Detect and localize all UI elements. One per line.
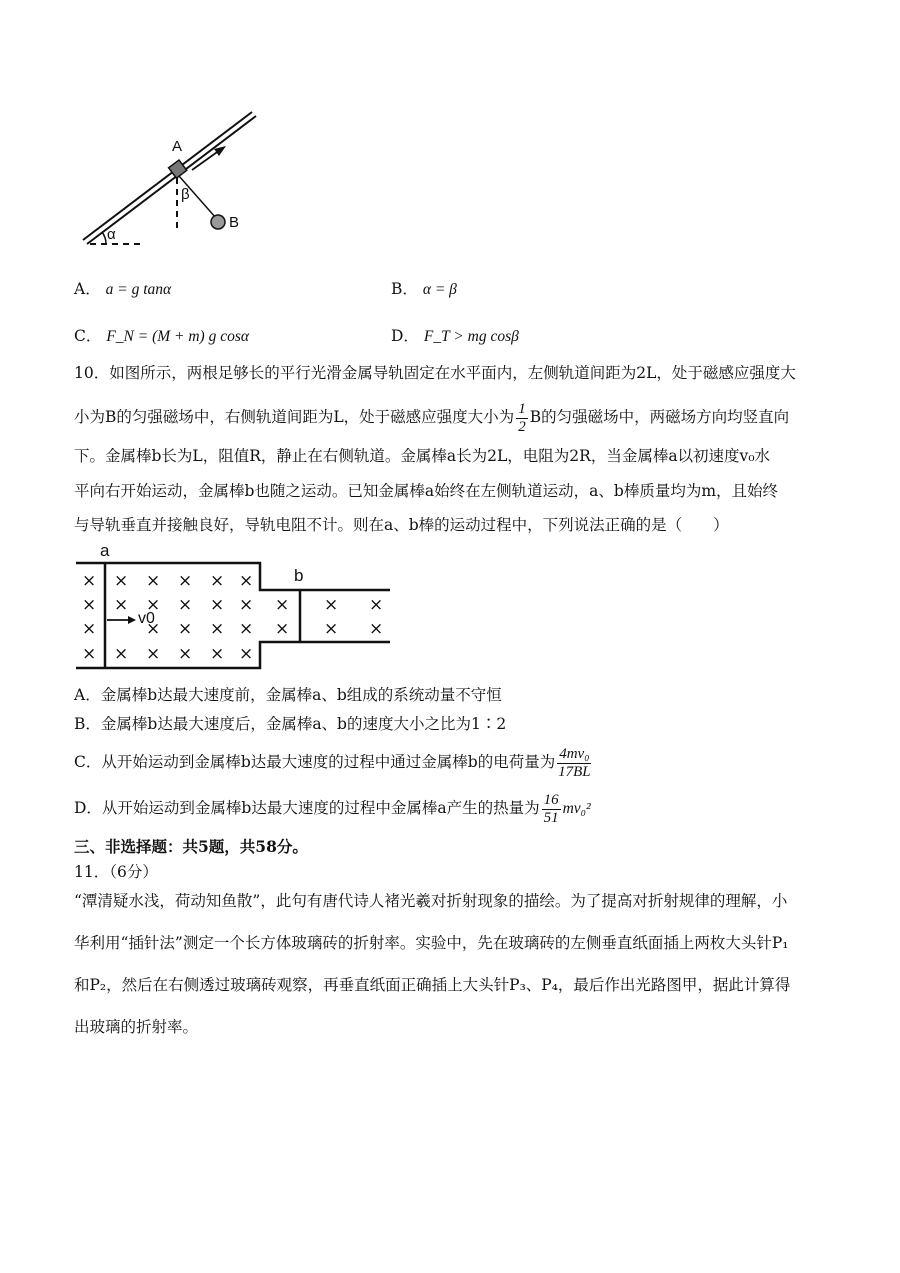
field-cross: ×: [239, 571, 254, 591]
q10-line-5: 与导轨垂直并接触良好，导轨电阻不计。则在a、b棒的运动过程中，下列说法正确的是（ ）: [74, 516, 729, 534]
label-bar-b: b: [294, 566, 304, 585]
q10-line-4: 平向右开始运动，金属棒b也随之运动。已知金属棒a始终在左侧轨道运动，a、b棒质量均为m，且始终: [74, 482, 779, 500]
q10-option-A: A．金属棒b达最大速度前，金属棒a、b组成的系统动量不守恒: [74, 686, 502, 704]
q9-option-D-expr: F_T > mg cosβ: [423, 328, 519, 345]
q9-option-B-expr: α = β: [422, 281, 457, 298]
field-cross: ×: [178, 571, 193, 591]
label-beta: β: [181, 186, 190, 203]
field-cross: ×: [146, 644, 161, 664]
field-cross: ×: [369, 619, 384, 639]
field-cross: ×: [82, 644, 97, 664]
q11-line-3: 和P₂，然后在右侧透过玻璃砖观察，再垂直纸面正确插上大头针P₃、P₄，最后作出光路图甲，据此计算得: [74, 976, 791, 994]
q11-header: 11．（6分）: [74, 863, 158, 881]
label-v0: v0: [138, 610, 155, 627]
field-cross: ×: [324, 619, 339, 639]
label-B: B: [229, 214, 240, 231]
field-cross: ×: [210, 644, 225, 664]
field-cross: ×: [178, 619, 193, 639]
label-bar-a: a: [100, 541, 110, 560]
field-cross: ×: [114, 595, 129, 615]
label-A: A: [172, 138, 183, 155]
field-cross: ×: [82, 619, 97, 639]
field-cross: ×: [324, 595, 339, 615]
section-3-title: 三、非选择题：共5题，共58分。: [74, 837, 308, 856]
field-cross: ×: [210, 571, 225, 591]
field-cross: ×: [178, 595, 193, 615]
q11-line-4: 出玻璃的折射率。: [74, 1018, 199, 1036]
field-cross: ×: [210, 619, 225, 639]
field-cross: ×: [114, 644, 129, 664]
q9-option-D: D． F_T > mg cosβ: [391, 327, 519, 345]
field-cross: ×: [82, 595, 97, 615]
field-cross: ×: [114, 571, 129, 591]
q9-option-A: A． a = g tanα: [74, 280, 172, 298]
field-cross: ×: [210, 595, 225, 615]
field-cross: ×: [275, 595, 290, 615]
q9-option-C-expr: F_N = (M + m) g cosα: [106, 328, 250, 345]
field-cross: ×: [146, 571, 161, 591]
label-alpha: α: [107, 226, 116, 243]
q11-line-1: “潭清疑水浅，荷动知鱼散”，此句有唐代诗人褚光羲对折射现象的描绘。为了提高对折射规律的理解，小: [74, 892, 788, 910]
q9-option-A-expr: a = g tanα: [105, 281, 172, 298]
fraction-heat: $\frac{16}{51}$: [543, 791, 559, 826]
field-cross: ×: [82, 571, 97, 591]
q9-option-B: B． α = β: [391, 280, 457, 298]
field-cross: ×: [369, 595, 384, 615]
q10-line-3: 下。金属棒b长为L，阻值R，静止在右侧轨道。金属棒a长为2L，电阻为2R，当金属棒a以初速度v₀水: [74, 447, 771, 465]
field-cross: ×: [275, 619, 290, 639]
fraction-charge: $\frac{\text{4mv₀}}{17BL}$: [558, 745, 591, 780]
field-cross: ×: [239, 619, 254, 639]
q10-option-B: B．金属棒b达最大速度后，金属棒a、b的速度大小之比为1∶2: [74, 715, 507, 733]
q9-option-C: C． F_N = (M + m) g cosα: [74, 327, 250, 345]
field-cross: ×: [146, 595, 161, 615]
q10-line-2: 小为B的匀强磁场中，右侧轨道间距为L，处于磁感应强度大小为 $\frac{1}{2}$ B的匀强磁场中，两磁场方向均竖直向: [74, 400, 790, 435]
field-cross: ×: [146, 619, 161, 639]
fraction-one-half: $\frac{1}{2}$: [518, 400, 526, 435]
q10-option-C: C．从开始运动到金属棒b达最大速度的过程中通过金属棒b的电荷量为 $\frac{\text{4mv₀}}{17BL}$: [74, 745, 591, 780]
field-cross: ×: [178, 644, 193, 664]
q11-line-2: 华利用“插针法”测定一个长方体玻璃砖的折射率。实验中，先在玻璃砖的左侧垂直纸面插上两枚大头针P₁: [74, 934, 789, 952]
q10-line-1: 10．如图所示，两根足够长的平行光滑金属导轨固定在水平面内，左侧轨道间距为2L，处于磁感应强度大: [74, 364, 796, 382]
field-cross: ×: [239, 644, 254, 664]
field-cross: ×: [239, 595, 254, 615]
q10-option-D: D．从开始运动到金属棒b达最大速度的过程中金属棒a产生的热量为 $\frac{16}{51}$ mv₀²: [74, 791, 591, 826]
